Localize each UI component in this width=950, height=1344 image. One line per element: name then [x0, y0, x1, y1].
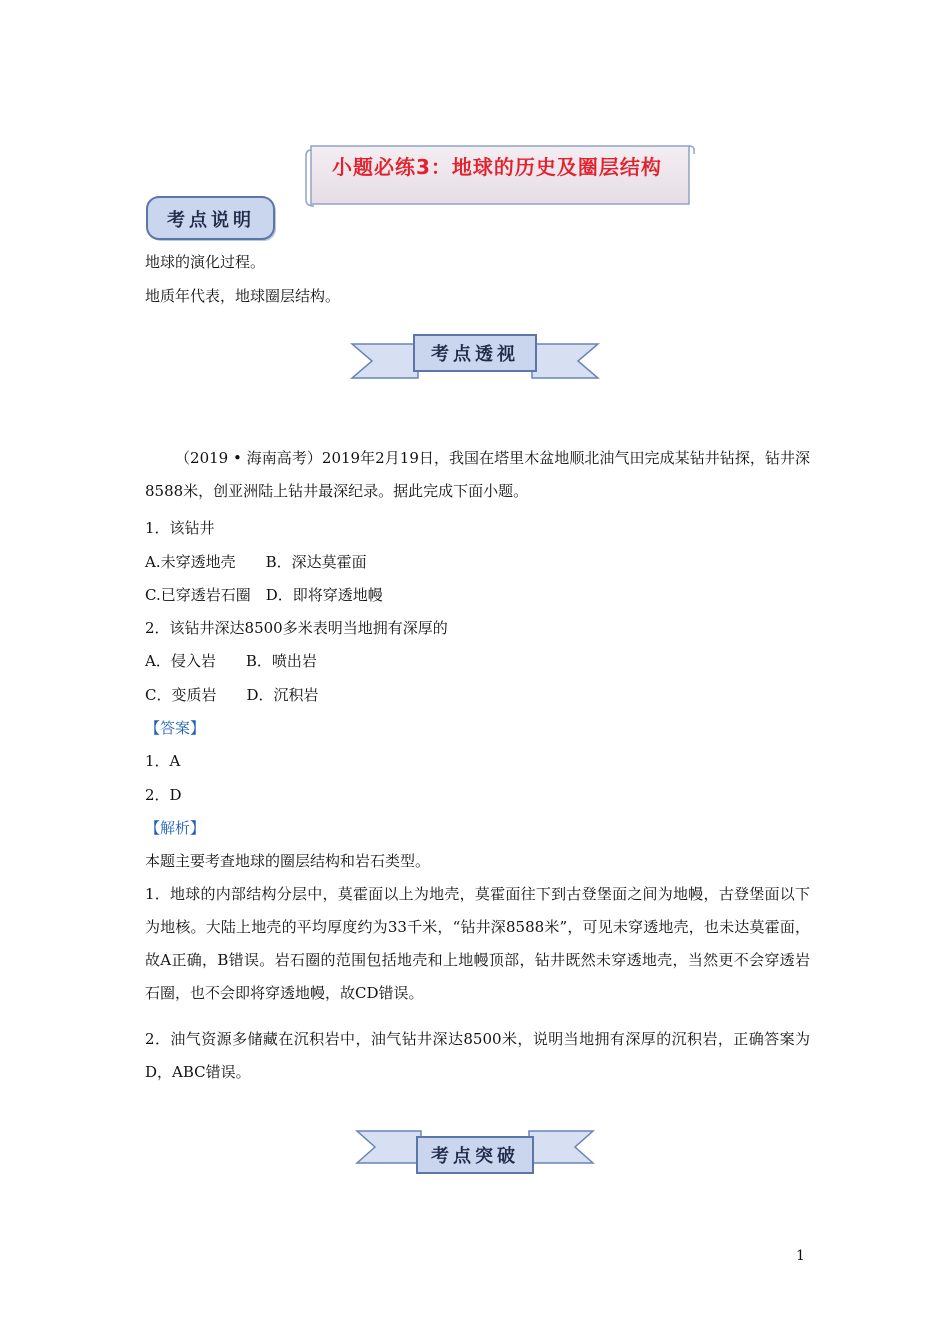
- question-intro: （2019 • 海南高考）2019年2月19日，我国在塔里木盆地顺北油气田完成某钻井钻探，钻井深8588米，创亚洲陆上钻井最深纪录。据此完成下面小题。: [145, 449, 810, 500]
- explanation-line-1: 地球的演化过程。: [145, 253, 266, 271]
- banner-label-explanation: 考点说明: [167, 210, 255, 231]
- section-ribbon-perspective: [350, 332, 600, 382]
- answer-2: 2．D: [145, 786, 182, 804]
- analysis-label: 【解析】: [145, 819, 206, 837]
- document-title: 小题必练3：地球的历史及圈层结构: [332, 155, 662, 179]
- question-2-options-row-1: A．侵入岩 B．喷出岩: [145, 652, 317, 670]
- question-2-stem: 2．该钻井深达8500多米表明当地拥有深厚的: [145, 619, 448, 637]
- section-ribbon-breakthrough: [355, 1127, 595, 1177]
- banner-label-perspective: 考点透视: [431, 344, 519, 365]
- explanation-line-2: 地质年代表，地球圈层结构。: [145, 287, 341, 305]
- question-1-stem: 1．该钻井: [145, 519, 215, 537]
- question-2-options-row-2: C．变质岩 D．沉积岩: [145, 686, 319, 704]
- section-banner-explanation: [145, 195, 280, 245]
- banner-label-breakthrough: 考点突破: [431, 1146, 519, 1167]
- analysis-paragraph-2: 2．油气资源多储藏在沉积岩中，油气钻井深达8500米，说明当地拥有深厚的沉积岩，正确答案为D，ABC错误。: [145, 1030, 810, 1081]
- page-number: 1: [796, 1248, 805, 1264]
- analysis-paragraph-1: 1．地球的内部结构分层中，莫霍面以上为地壳，莫霍面往下到古登堡面之间为地幔，古登堡面以下为地核。大陆上地壳的平均厚度约为33千米，“钻井深8588米”，可见未穿透地壳，也未达莫霍面，故A正确，B错误。岩石圈的范围包括地壳和上地幔顶部，钻井既然未穿透地壳，当然更不会穿透岩石圈，也不会即将穿透地幔，故CD错误。: [145, 885, 810, 1002]
- question-1-options-row-1: A.未穿透地壳 B．深达莫霍面: [145, 553, 367, 571]
- analysis-intro: 本题主要考查地球的圈层结构和岩石类型。: [145, 852, 431, 870]
- answer-1: 1．A: [145, 752, 181, 770]
- question-1-options-row-2: C.已穿透岩石圈 D．即将穿透地幔: [145, 586, 383, 604]
- answer-label: 【答案】: [145, 719, 206, 737]
